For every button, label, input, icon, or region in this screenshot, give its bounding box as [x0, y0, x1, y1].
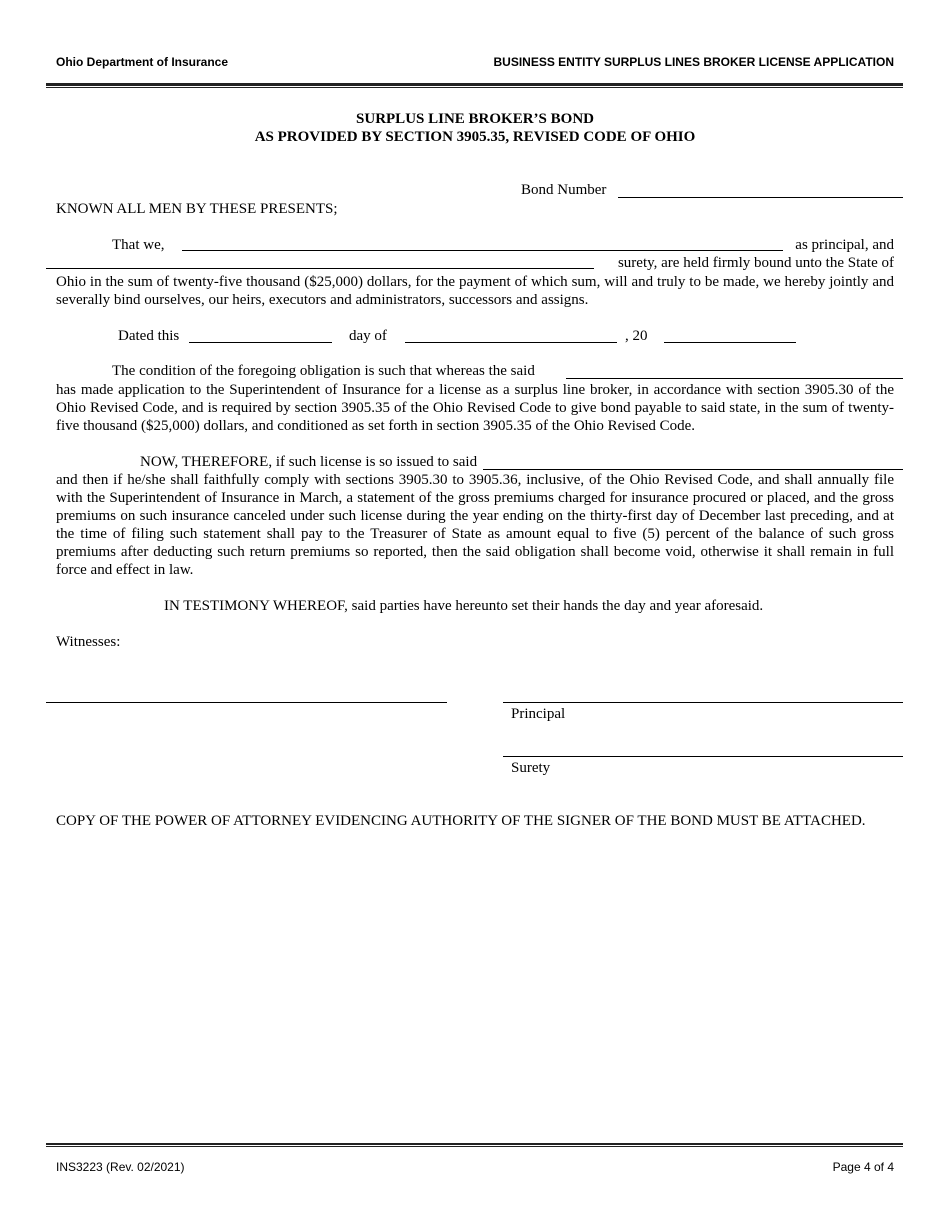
testimony-text: IN TESTIMONY WHEREOF, said parties have hereunto set their hands the day and year aforesaid.	[164, 598, 764, 614]
bond-sum-paragraph: Ohio in the sum of twenty-five thousand ($25,000) dollars, for the payment of which sum, will and truly to be made, we hereby jointly and severally bind ourselves, our heirs, executors and administrators, successors and assigns.	[56, 274, 894, 308]
header-divider	[46, 83, 903, 88]
condition-name-field[interactable]	[566, 378, 903, 379]
bond-number-label: Bond Number	[521, 182, 607, 198]
condition-lead: The condition of the foregoing obligation is such that whereas the said	[112, 363, 535, 379]
bond-number-field[interactable]	[618, 197, 903, 198]
principal-name-field[interactable]	[182, 250, 783, 251]
form-id: INS3223 (Rev. 02/2021)	[56, 1160, 185, 1174]
power-of-attorney-notice: COPY OF THE POWER OF ATTORNEY EVIDENCING AUTHORITY OF THE SIGNER OF THE BOND MUST BE ATTACHED.	[56, 813, 866, 829]
surety-bound-text: surety, are held firmly bound unto the State of	[617, 255, 894, 271]
footer-divider	[46, 1143, 903, 1147]
witnesses-label: Witnesses:	[56, 634, 121, 650]
therefore-paragraph: and then if he/she shall faithfully comply with sections 3905.30 to 3905.36, inclusive, of the Ohio Revised Code, and shall annually file with the Superintendent of Insurance in March, a statement of the gross premiums charged for insurance procured or placed, and the gross premiums on such insurance canceled under such license during the year ending on the thirty-first day of December last preceding, and at the time of filing such statement shall pay to the Treasurer of State as amount equal to five (5) percent of the balance of such gross premiums after deducting such return premiums so reported, then the said obligation shall become void, otherwise it shall remain in full force and effect in law.	[56, 472, 894, 578]
surety-label: Surety	[511, 760, 551, 776]
dated-day-field[interactable]	[189, 342, 332, 343]
header-form-title: BUSINESS ENTITY SURPLUS LINES BROKER LICENSE APPLICATION	[493, 55, 894, 69]
witness-signature-line[interactable]	[46, 702, 447, 703]
as-principal-text: as principal, and	[795, 237, 894, 253]
surety-name-field[interactable]	[46, 268, 594, 269]
day-of-label: day of	[349, 328, 387, 344]
therefore-lead: NOW, THEREFORE, if such license is so issued to said	[140, 454, 478, 470]
year-prefix-label: , 20	[625, 328, 648, 344]
dated-year-field[interactable]	[664, 342, 796, 343]
principal-signature-line[interactable]	[503, 702, 903, 703]
title-line-2: AS PROVIDED BY SECTION 3905.35, REVISED CODE OF OHIO	[254, 129, 696, 145]
title-line-1: SURPLUS LINE BROKER’S BOND	[356, 111, 594, 127]
page-number: Page 4 of 4	[832, 1160, 894, 1174]
principal-label: Principal	[511, 706, 566, 722]
header-agency: Ohio Department of Insurance	[56, 55, 229, 69]
dated-this-label: Dated this	[118, 328, 180, 344]
dated-month-field[interactable]	[405, 342, 617, 343]
therefore-name-field[interactable]	[483, 469, 903, 470]
surety-signature-line[interactable]	[503, 756, 903, 757]
known-all-men: KNOWN ALL MEN BY THESE PRESENTS;	[56, 201, 338, 217]
that-we-label: That we,	[112, 237, 165, 253]
condition-paragraph: has made application to the Superintendent of Insurance for a license as a surplus line broker, in accordance with section 3905.30 of the Ohio Revised Code, and is required by section 3905.35 of the Ohio Revised Code to give bond payable to said state, in the sum of twenty-five thousand ($25,000) dollars, and conditioned as set forth in section 3905.35 of the Ohio Revised Code.	[56, 382, 894, 434]
